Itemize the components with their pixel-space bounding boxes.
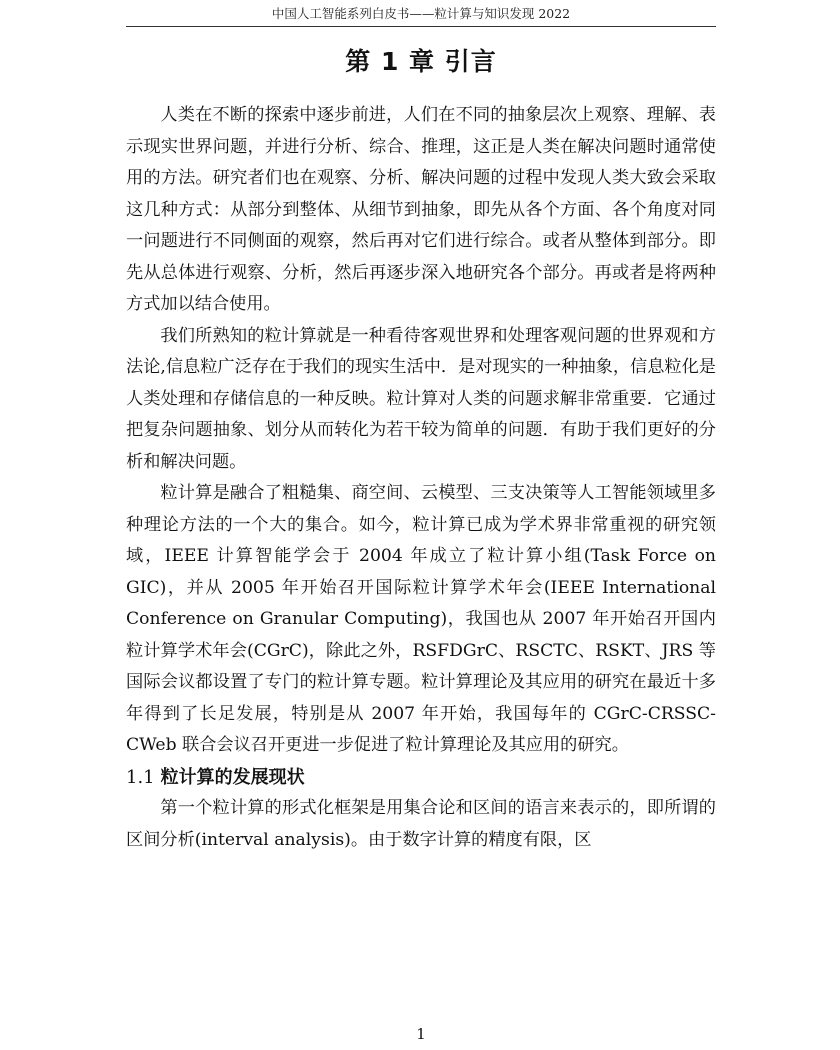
- section-paragraph-1: 第一个粒计算的形式化框架是用集合论和区间的语言来表示的，即所谓的区间分析(interval analysis)。由于数字计算的精度有限，区: [126, 798, 716, 850]
- running-header: 中国人工智能系列白皮书——粒计算与知识发现 2022: [271, 6, 571, 21]
- section-number: 1.1: [126, 766, 155, 788]
- paragraph-3: 粒计算是融合了粗糙集、商空间、云模型、三支决策等人工智能领域里多种理论方法的一个大的集合。如今，粒计算已成为学术界非常重视的研究领域，IEEE 计算智能学会于 2004 年成立了粒计算小组(Task Force on GIC)，并从 2005 年开始召开国际粒计算学术年会(IEEE International Conference on Granular Computing)，我国也从 2007 年开始召开国内粒计算学术年会(CGrC)，除此之外，RSFDGrC、RSCTC、RSKT、JRS 等国际会议都设置了专门的粒计算专题。粒计算理论及其应用的研究在最近十多年得到了长足发展，特别是从 2007 年开始，我国每年的 CGrC-CRSSC-CWeb 联合会议召开更进一步促进了粒计算理论及其应用的研究。: [126, 483, 716, 755]
- body-text: [126, 100, 716, 856]
- chapter-title: 第 1 章 引言: [345, 47, 497, 76]
- header-rule: [126, 26, 716, 27]
- section-heading: [126, 762, 716, 794]
- paragraph-1: 人类在不断的探索中逐步前进，人们在不同的抽象层次上观察、理解、表示现实世界问题，并进行分析、综合、推理，这正是人类在解决问题时通常使用的方法。研究者们也在观察、分析、解决问题的过程中发现人类大致会采取这几种方式：从部分到整体、从细节到抽象，即先从各个方面、各个角度对同一问题进行不同侧面的观察，然后再对它们进行综合。或者从整体到部分。即先从总体进行观察、分析，然后再逐步深入地研究各个部分。再或者是将两种方式加以结合使用。: [126, 105, 716, 314]
- page-number: 1: [416, 1025, 426, 1043]
- paragraph-2: 我们所熟知的粒计算就是一种看待客观世界和处理客观问题的世界观和方法论,信息粒广泛存在于我们的现实生活中．是对现实的一种抽象，信息粒化是人类处理和存储信息的一种反映。粒计算对人类的问题求解非常重要．它通过把复杂问题抽象、划分从而转化为若干较为简单的问题．有助于我们更好的分析和解决问题。: [126, 325, 716, 472]
- section-title: 粒计算的发展现状: [160, 766, 305, 788]
